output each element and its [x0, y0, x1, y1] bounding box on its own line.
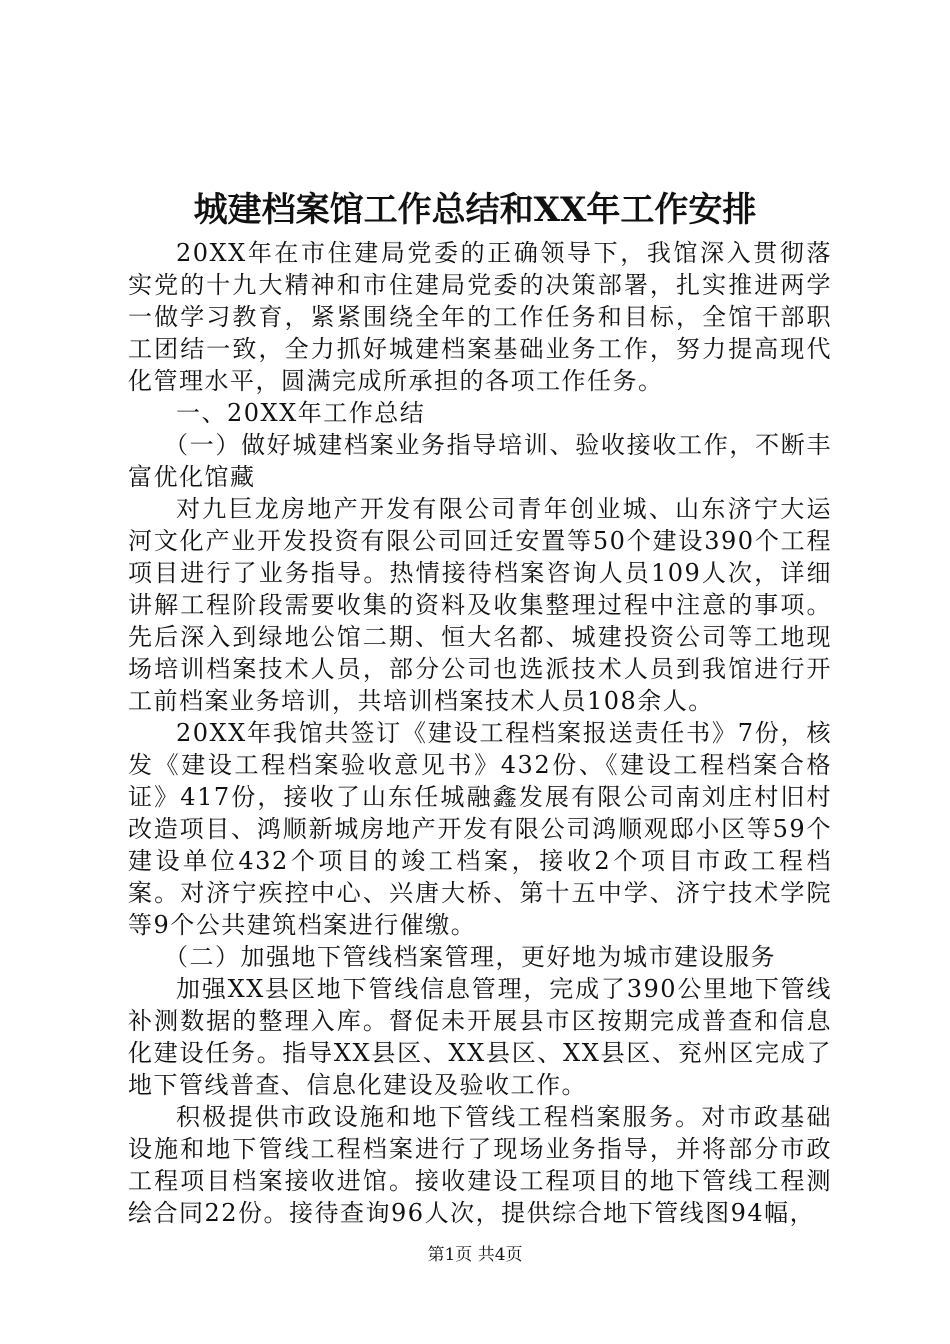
- document-body: [128, 237, 832, 1229]
- subsection-heading-1: （一）做好城建档案业务指导培训、验收接收工作，不断丰富优化馆藏: [128, 431, 832, 491]
- page-footer: 第1页 共4页: [427, 1245, 523, 1265]
- subsection-heading-2: （二）加强地下管线档案管理，更好地为城市建设服务: [164, 943, 776, 971]
- section-heading-summary: 一、20XX年工作总结: [176, 399, 426, 427]
- document-title: 城建档案馆工作总结和XX年工作安排: [193, 190, 757, 230]
- intro-paragraph: 20XX年在市住建局党委的正确领导下，我馆深入贯彻落实党的十九大精神和市住建局党委的决策部署，扎实推进两学一做学习教育，紧紧围绕全年的工作任务和目标，全馆干部职工团结一致，全力抓好城建档案基础业务工作，努力提高现代化管理水平，圆满完成所承担的各项工作任务。: [128, 239, 832, 395]
- body-paragraph: 对九巨龙房地产开发有限公司青年创业城、山东济宁大运河文化产业开发投资有限公司回迁安置等50个建设390个工程项目进行了业务指导。热情接待档案咨询人员109人次，详细讲解工程阶段需要收集的资料及收集整理过程中注意的事项。先后深入到绿地公馆二期、恒大名都、城建投资公司等工地现场培训档案技术人员，部分公司也选派技术人员到我馆进行开工前档案业务培训，共培训档案技术人员108余人。: [128, 495, 832, 715]
- body-paragraph: 加强XX县区地下管线信息管理，完成了390公里地下管线补测数据的整理入库。督促未开展县市区按期完成普查和信息化建设任务。指导XX县区、XX县区、XX县区、兖州区完成了地下管线普查、信息化建设及验收工作。: [128, 975, 832, 1099]
- body-paragraph: 积极提供市政设施和地下管线工程档案服务。对市政基础设施和地下管线工程档案进行了现场业务指导，并将部分市政工程项目档案接收进馆。接收建设工程项目的地下管线工程测绘合同22份。接待查询96人次，提供综合地下管线图94幅，: [128, 1103, 832, 1227]
- body-paragraph: 20XX年我馆共签订《建设工程档案报送责任书》7份，核发《建设工程档案验收意见书》432份、《建设工程档案合格证》417份，接收了山东任城融鑫发展有限公司南刘庄村旧村改造项目、鸿顺新城房地产开发有限公司鸿顺观邸小区等59个建设单位432个项目的竣工档案，接收2个项目市政工程档案。对济宁疾控中心、兴唐大桥、第十五中学、济宁技术学院等9个公共建筑档案进行催缴。: [128, 719, 832, 939]
